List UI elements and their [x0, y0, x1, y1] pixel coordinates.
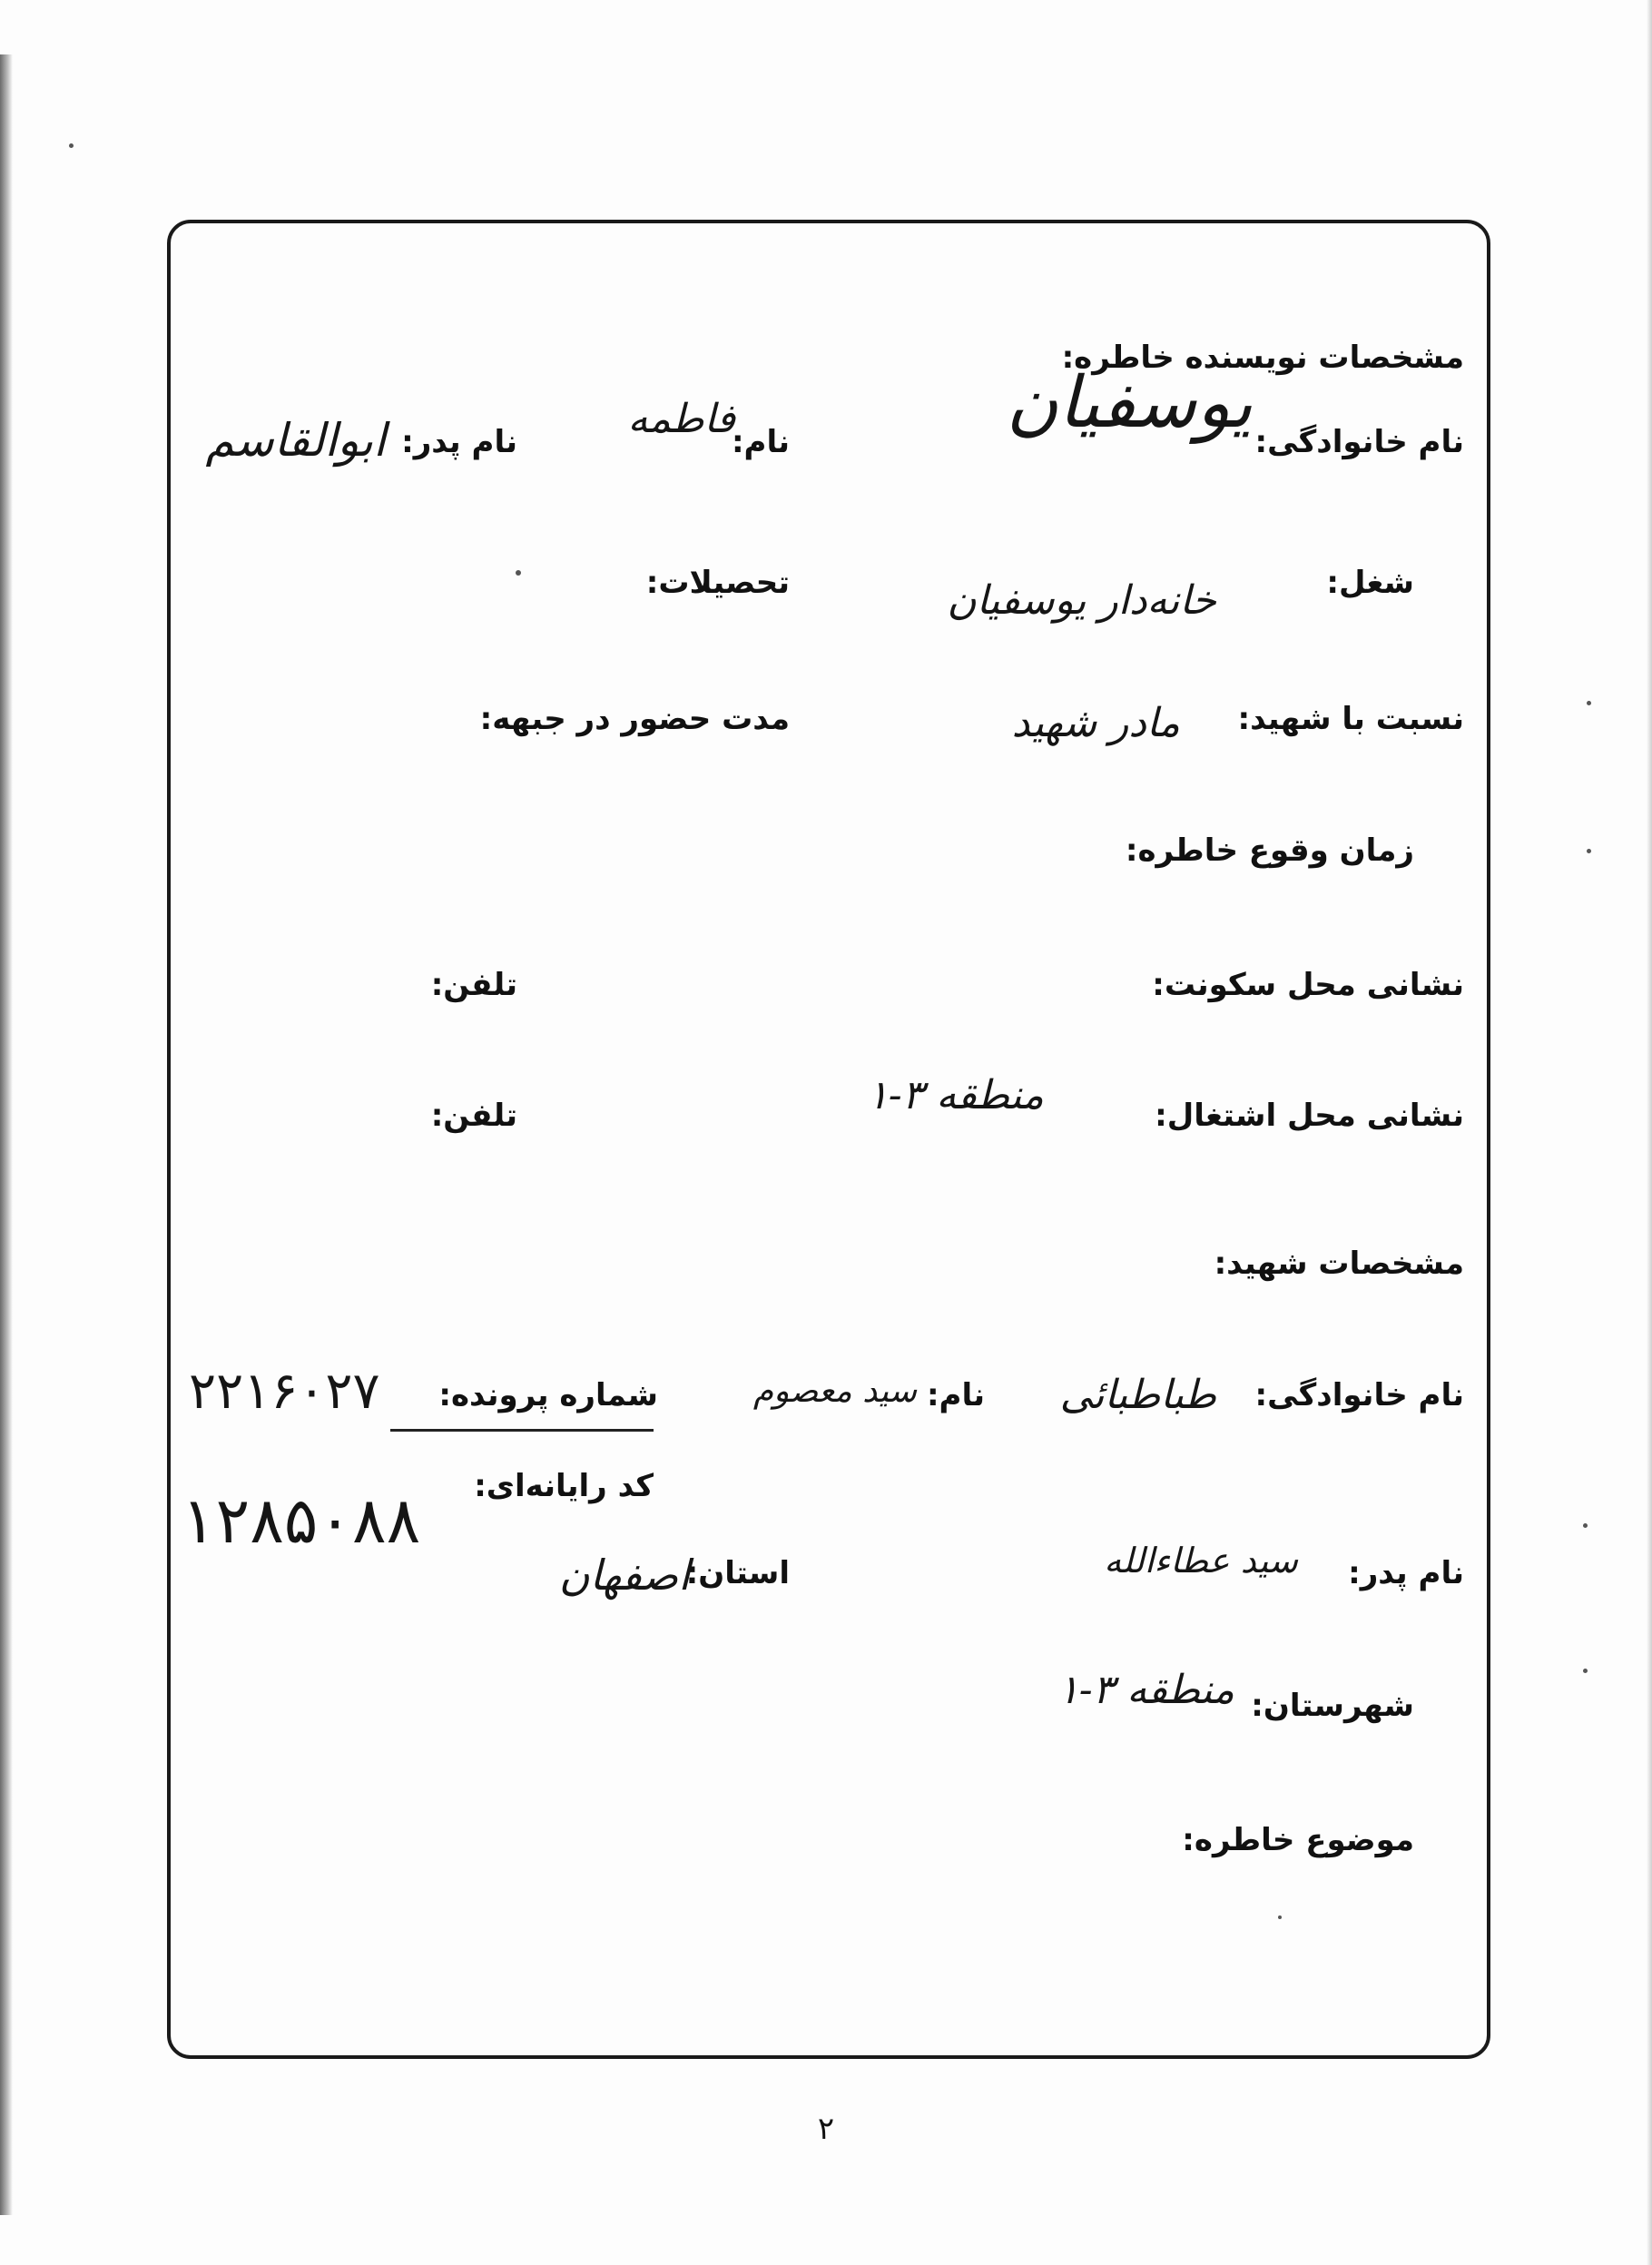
martyr-computer-code-value: ۱۲۸۵۰۸۸ [182, 1483, 421, 1558]
author-family-label: نام خانوادگی: [1254, 424, 1464, 460]
scan-speck [1587, 849, 1591, 853]
scan-speck [1587, 701, 1591, 705]
scan-left-edge [0, 54, 13, 2215]
form-frame [167, 220, 1490, 2059]
page-number: ۲ [817, 2111, 835, 2147]
martyr-computer-code-label: کد رایانه‌ای: [474, 1468, 654, 1504]
author-work-address-label: نشانی محل اشتغال: [1155, 1098, 1464, 1134]
author-family-value: یوسفیان [1006, 362, 1253, 444]
scan-speck [1583, 1523, 1588, 1528]
file-number-underline [390, 1429, 654, 1432]
martyr-father-value: سید عطاءالله [1104, 1541, 1298, 1581]
author-job-value: خانه‌دار یوسفیان [947, 577, 1216, 624]
author-relation-label: نسبت با شهید: [1237, 701, 1464, 737]
author-phone-label-1: تلفن: [430, 967, 517, 1003]
author-work-address-value: منطقه ۳-۱ [867, 1072, 1044, 1118]
martyr-section-heading: مشخصات شهید: [1214, 1246, 1464, 1282]
martyr-file-number-label: شماره پرونده: [438, 1377, 658, 1413]
martyr-family-label: نام خانوادگی: [1254, 1377, 1464, 1413]
author-name-value: فاطمه [627, 396, 735, 442]
martyr-city-value: منطقه ۳-۱ [1057, 1667, 1234, 1713]
author-job-label: شغل: [1326, 565, 1414, 601]
martyr-father-label: نام پدر: [1348, 1555, 1464, 1591]
author-relation-value: مادر شهید [1011, 700, 1180, 746]
martyr-province-label: استان: [685, 1555, 790, 1591]
martyr-province-value: اصفهان [558, 1551, 690, 1600]
martyr-name-label: نام: [926, 1377, 985, 1413]
author-section-heading: مشخصات نویسنده خاطره: [1061, 340, 1464, 376]
author-father-label: نام پدر: [401, 424, 517, 460]
author-home-address-label: نشانی محل سکونت: [1152, 967, 1464, 1003]
martyr-subject-label: موضوع خاطره: [1182, 1822, 1414, 1858]
scan-speck [1583, 1669, 1588, 1673]
martyr-name-value: سید معصوم [752, 1373, 917, 1410]
author-father-value: ابوالقاسم [205, 414, 386, 467]
martyr-city-label: شهرستان: [1251, 1688, 1414, 1724]
author-education-label: تحصیلات: [645, 565, 790, 601]
author-front-duration-label: مدت حضور در جبهه: [479, 701, 790, 737]
scan-right-edge [1647, 0, 1652, 2265]
scan-speck [69, 143, 74, 148]
martyr-family-value: طباطبائی [1059, 1372, 1216, 1418]
scan-speck [1278, 1915, 1282, 1919]
author-event-time-label: زمان وقوع خاطره: [1125, 832, 1414, 869]
scan-speck [516, 570, 521, 576]
author-name-label: نام: [731, 424, 790, 460]
author-phone-label-2: تلفن: [430, 1098, 517, 1134]
martyr-file-number-value: ۲۲۱۶۰۲۷ [189, 1362, 380, 1421]
